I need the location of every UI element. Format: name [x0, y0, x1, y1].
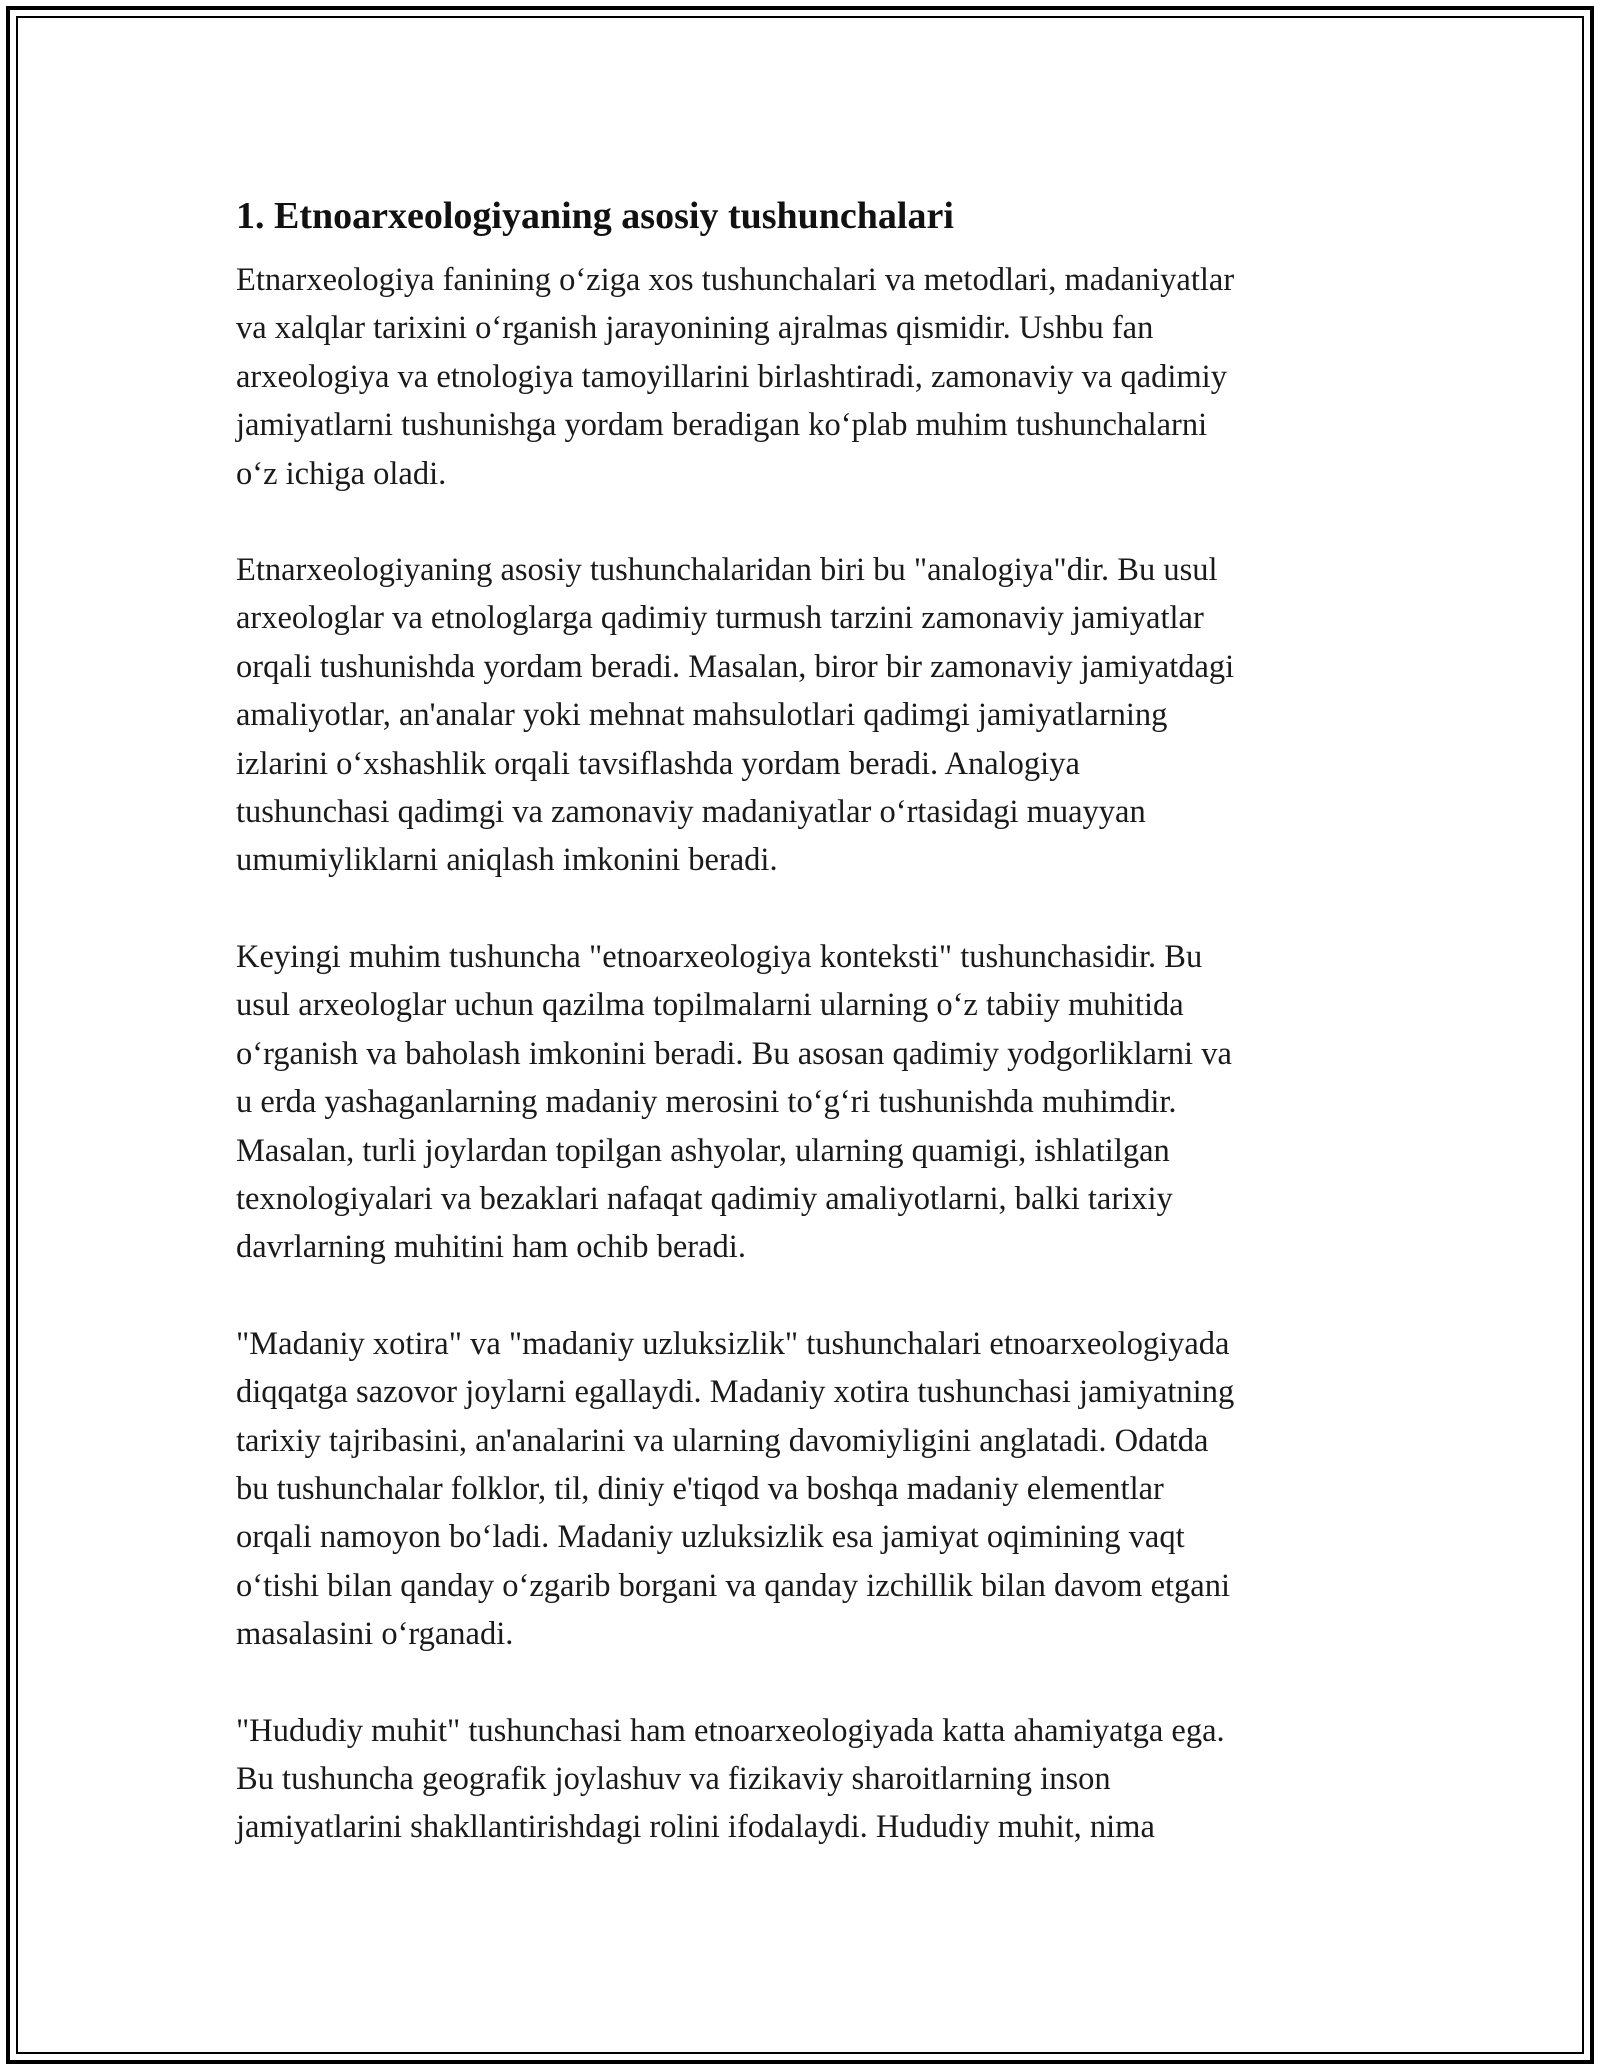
- text-line: davrlarning muhitini ham ochib beradi.: [236, 1229, 746, 1266]
- paragraph-1: [236, 256, 1368, 498]
- text-line: Etnarxeologiya fanining oʻziga xos tushunchalari va metodlari, madaniyatlar: [236, 262, 1235, 298]
- document-body: [236, 186, 1368, 1852]
- text-line: jamiyatlarni tushunishga yordam beradigan koʻplab muhim tushunchalarni: [236, 407, 1208, 444]
- text-line: Etnarxeologiyaning asosiy tushunchalaridan biri bu "analogiya"dir. Bu usul: [236, 552, 1218, 589]
- text-line: umumiyliklarni aniqlash imkonini beradi.: [236, 842, 778, 879]
- text-line: Keyingi muhim tushuncha "etnoarxeologiya konteksti" tushunchasidir. Bu: [236, 938, 1203, 975]
- paragraph-2: [236, 546, 1368, 885]
- section-heading: 1. Etnoarxeologiyaning asosiy tushunchalari: [236, 195, 954, 237]
- paragraph-5: [236, 1707, 1368, 1852]
- text-line: "Hududiy muhit" tushunchasi ham etnoarxeologiyada katta ahamiyatga ega.: [236, 1712, 1225, 1749]
- text-line: Bu tushuncha geografik joylashuv va fizikaviy sharoitlarning inson: [236, 1760, 1111, 1797]
- text-line: oʻz ichiga oladi.: [236, 455, 447, 492]
- text-line: arxeologiya va etnologiya tamoyillarini birlashtiradi, zamonaviy va qadimiy: [236, 358, 1227, 395]
- text-line: texnologiyalari va bezaklari nafaqat qadimiy amaliyotlarni, balki tarixiy: [236, 1180, 1173, 1217]
- text-line: diqqatga sazovor joylarni egallaydi. Madaniy xotira tushunchasi jamiyatning: [236, 1374, 1235, 1411]
- paragraph-3: [236, 933, 1368, 1272]
- text-line: "Madaniy xotira" va "madaniy uzluksizlik" tushunchalari etnoarxeologiyada: [236, 1325, 1230, 1362]
- text-line: orqali tushunishda yordam beradi. Masalan, biror bir zamonaviy jamiyatdagi: [236, 648, 1235, 685]
- text-line: orqali namoyon boʻladi. Madaniy uzluksizlik esa jamiyat oqimining vaqt: [236, 1519, 1185, 1556]
- text-line: bu tushunchalar folklor, til, diniy e'tiqod va boshqa madaniy elementlar: [236, 1470, 1164, 1507]
- paragraph-4: [236, 1320, 1368, 1659]
- text-line: jamiyatlarini shakllantirishdagi rolini ifodalaydi. Hududiy muhit, nima: [236, 1809, 1155, 1846]
- text-line: tarixiy tajribasini, an'analarini va ularning davomiyligini anglatadi. Odatda: [236, 1422, 1209, 1459]
- text-line: arxeologlar va etnologlarga qadimiy turmush tarzini zamonaviy jamiyatlar: [236, 600, 1204, 637]
- text-line: oʻrganish va baholash imkonini beradi. Bu asosan qadimiy yodgorliklarni va: [236, 1035, 1232, 1072]
- text-line: oʻtishi bilan qanday oʻzgarib borgani va qanday izchillik bilan davom etgani: [236, 1567, 1230, 1604]
- text-line: usul arxeologlar uchun qazilma topilmalarni ularning oʻz tabiiy muhitida: [236, 987, 1184, 1024]
- text-line: Masalan, turli joylardan topilgan ashyolar, ularning quamigi, ishlatilgan: [236, 1132, 1170, 1169]
- text-line: va xalqlar tarixini oʻrganish jarayonining ajralmas qismidir. Ushbu fan: [236, 310, 1154, 347]
- text-line: tushunchasi qadimgi va zamonaviy madaniyatlar oʻrtasidagi muayyan: [236, 794, 1146, 831]
- text-line: amaliyotlar, an'analar yoki mehnat mahsulotlari qadimgi jamiyatlarning: [236, 697, 1168, 734]
- text-line: u erda yashaganlarning madaniy merosini toʻgʻri tushunishda muhimdir.: [236, 1084, 1177, 1121]
- text-line: masalasini oʻrganadi.: [236, 1616, 514, 1653]
- text-line: izlarini oʻxshashlik orqali tavsiflashda yordam beradi. Analogiya: [236, 745, 1080, 782]
